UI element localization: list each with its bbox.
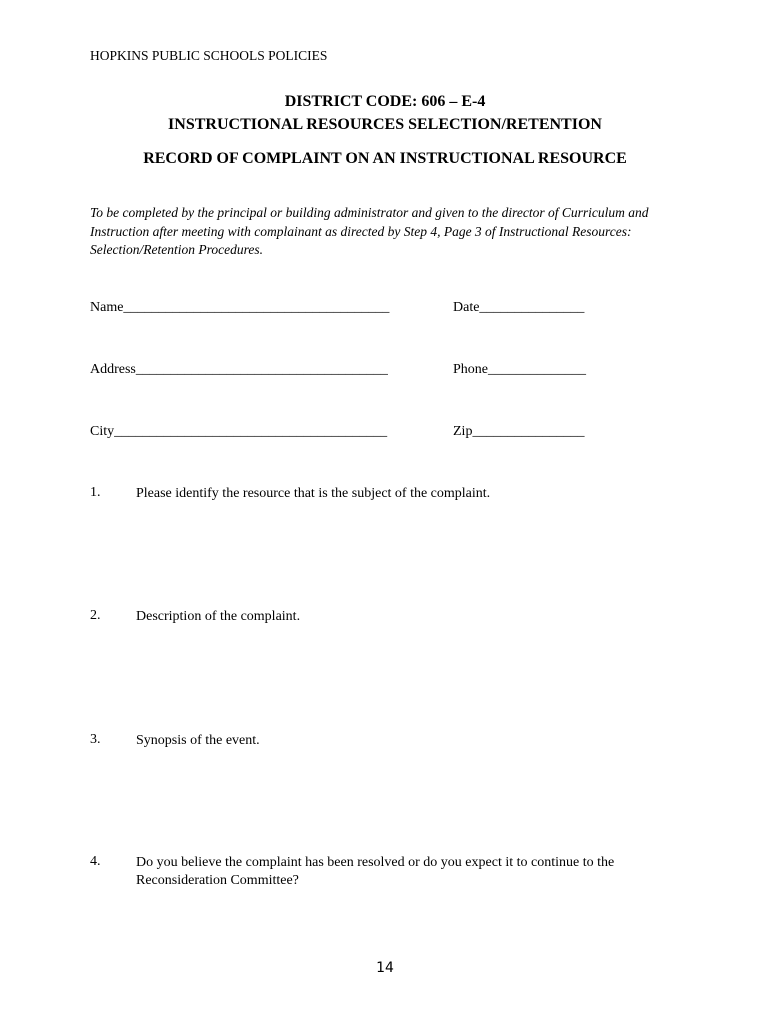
form-title: RECORD OF COMPLAINT ON AN INSTRUCTIONAL RESOURCE (143, 150, 627, 167)
zip-field[interactable]: Zip________________ (453, 424, 585, 439)
district-code-title: DISTRICT CODE: 606 – E-4 (284, 93, 486, 110)
question-3-text: Synopsis of the event. (136, 733, 260, 748)
question-4-number: 4. (90, 854, 101, 869)
city-field[interactable]: City_______________________________________ (90, 424, 388, 439)
question-3-number: 3. (90, 732, 101, 747)
section-title: INSTRUCTIONAL RESOURCES SELECTION/RETENTION (168, 116, 602, 133)
question-4-text: Do you believe the complaint has been resolved or do you expect it to continue to the Reconsideration Committee? (136, 855, 615, 888)
question-1-number: 1. (90, 485, 101, 500)
running-header: HOPKINS PUBLIC SCHOOLS POLICIES (90, 48, 328, 63)
date-field[interactable]: Date_______________ (453, 300, 585, 315)
page-number: 14 (376, 960, 394, 976)
question-2-number: 2. (90, 608, 101, 623)
name-field[interactable]: Name______________________________________ (90, 300, 390, 315)
address-field[interactable]: Address____________________________________ (90, 362, 388, 377)
phone-field[interactable]: Phone______________ (453, 362, 586, 377)
question-1-text: Please identify the resource that is the subject of the complaint. (136, 486, 491, 501)
question-2-text: Description of the complaint. (136, 609, 301, 624)
instructions-paragraph: To be completed by the principal or building administrator and given to the director of Curriculum and Instruction after meeting with complainant as directed by Step 4, Page 3 of Instructional Resources: Selection/Retention Procedures. (90, 205, 649, 257)
